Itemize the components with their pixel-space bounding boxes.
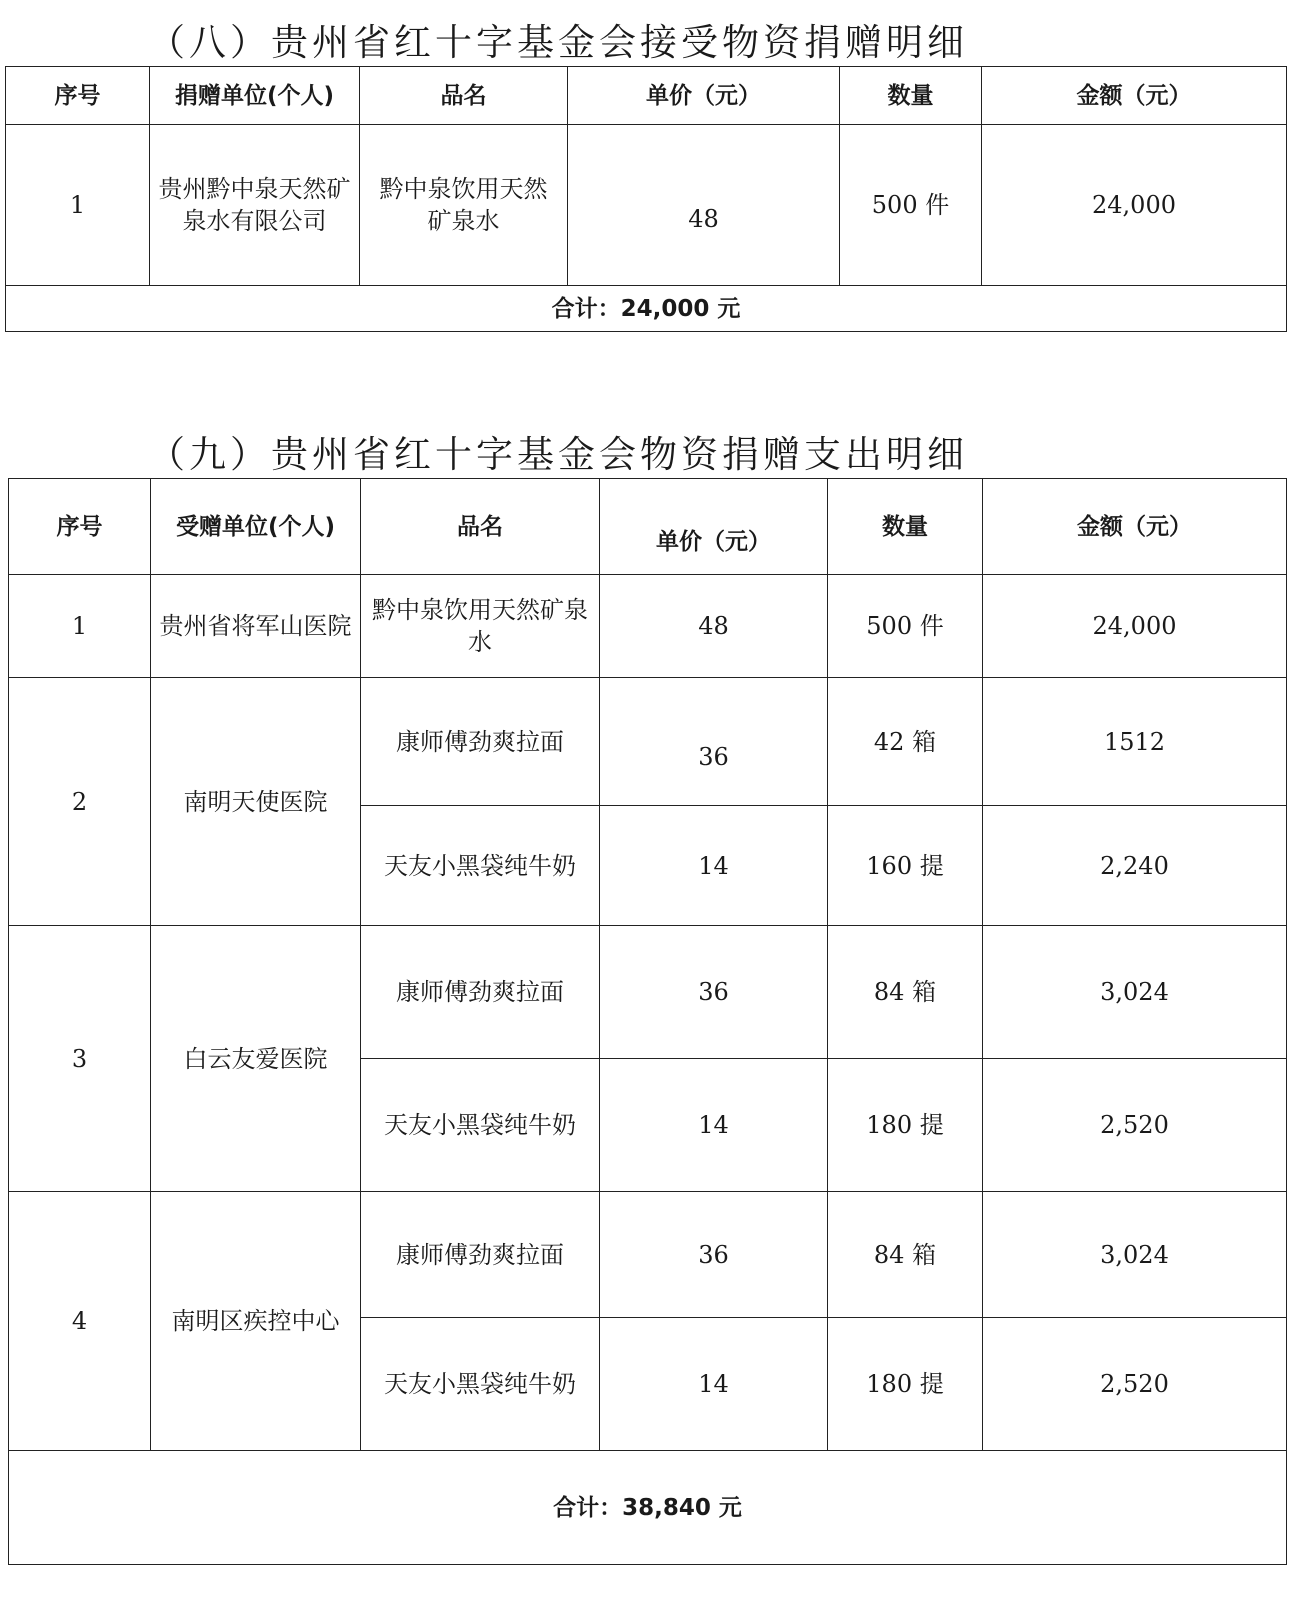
header-item: 品名 — [361, 479, 600, 575]
total-row — [9, 1451, 1287, 1565]
row-donor — [150, 125, 360, 286]
row-item-text: 黔中泉饮用天然矿泉水 — [372, 596, 588, 656]
row-amount: 24,000 — [983, 575, 1287, 678]
total-row — [6, 286, 1287, 332]
header-item: 品名 — [360, 67, 568, 125]
row-qty: 84 箱 — [828, 926, 983, 1059]
row-amount: 3,024 — [983, 926, 1287, 1059]
header-qty: 数量 — [828, 479, 983, 575]
table-row — [9, 926, 1287, 1059]
row-recipient: 白云友爱医院 — [151, 926, 361, 1192]
row-amount: 24,000 — [982, 125, 1287, 286]
row-price: 48 — [600, 575, 828, 678]
row-price: 48 — [568, 125, 840, 286]
donation-received-table — [5, 66, 1287, 332]
row-amount: 2,520 — [983, 1059, 1287, 1192]
row-no: 2 — [9, 678, 151, 926]
total-cell: 合计：38,840 元 — [9, 1451, 1287, 1565]
row-item: 康师傅劲爽拉面 — [361, 678, 600, 806]
row-amount: 1512 — [983, 678, 1287, 806]
row-item: 康师傅劲爽拉面 — [361, 1192, 600, 1318]
row-no: 1 — [6, 125, 150, 286]
table-row — [9, 575, 1287, 678]
row-price: 36 — [600, 678, 828, 806]
total-cell: 合计：24,000 元 — [6, 286, 1287, 332]
donation-expenditure-table — [8, 478, 1287, 1565]
row-qty: 84 箱 — [828, 1192, 983, 1318]
table-row — [9, 1192, 1287, 1318]
row-price: 14 — [600, 1318, 828, 1451]
row-recipient-text: 贵州省将军山医院 — [159, 612, 352, 640]
section-8-title: （八）贵州省红十字基金会接受物资捐赠明细 — [148, 21, 968, 64]
table-header-row — [9, 479, 1287, 575]
row-no: 4 — [9, 1192, 151, 1451]
row-item-text: 黔中泉饮用天然矿泉水 — [379, 175, 548, 235]
row-recipient: 南明区疾控中心 — [151, 1192, 361, 1451]
row-qty: 180 提 — [828, 1059, 983, 1192]
section-9-title: （九）贵州省红十字基金会物资捐赠支出明细 — [148, 433, 968, 476]
header-amount: 金额（元） — [982, 67, 1287, 125]
row-qty: 180 提 — [828, 1318, 983, 1451]
header-no: 序号 — [9, 479, 151, 575]
row-price: 36 — [600, 1192, 828, 1318]
row-item — [361, 575, 600, 678]
row-recipient — [151, 575, 361, 678]
row-item: 天友小黑袋纯牛奶 — [361, 1318, 600, 1451]
header-no: 序号 — [6, 67, 150, 125]
table-header-row — [6, 67, 1287, 125]
table-row — [9, 678, 1287, 806]
header-price: 单价（元） — [600, 479, 828, 575]
row-amount: 2,240 — [983, 806, 1287, 926]
row-recipient: 南明天使医院 — [151, 678, 361, 926]
row-no: 1 — [9, 575, 151, 678]
row-qty: 160 提 — [828, 806, 983, 926]
row-amount: 3,024 — [983, 1192, 1287, 1318]
header-qty: 数量 — [840, 67, 982, 125]
table-row — [6, 125, 1287, 286]
row-amount: 2,520 — [983, 1318, 1287, 1451]
row-item — [360, 125, 568, 286]
header-amount: 金额（元） — [983, 479, 1287, 575]
row-donor-text: 贵州黔中泉天然矿泉水有限公司 — [158, 175, 351, 235]
header-price: 单价（元） — [568, 67, 840, 125]
row-item: 天友小黑袋纯牛奶 — [361, 1059, 600, 1192]
row-qty: 500 件 — [840, 125, 982, 286]
row-item: 天友小黑袋纯牛奶 — [361, 806, 600, 926]
header-recipient: 受赠单位(个人) — [151, 479, 361, 575]
row-price: 36 — [600, 926, 828, 1059]
header-donor: 捐赠单位(个人) — [150, 67, 360, 125]
row-no: 3 — [9, 926, 151, 1192]
row-qty: 500 件 — [828, 575, 983, 678]
row-price: 14 — [600, 1059, 828, 1192]
row-item: 康师傅劲爽拉面 — [361, 926, 600, 1059]
row-price: 14 — [600, 806, 828, 926]
row-qty: 42 箱 — [828, 678, 983, 806]
